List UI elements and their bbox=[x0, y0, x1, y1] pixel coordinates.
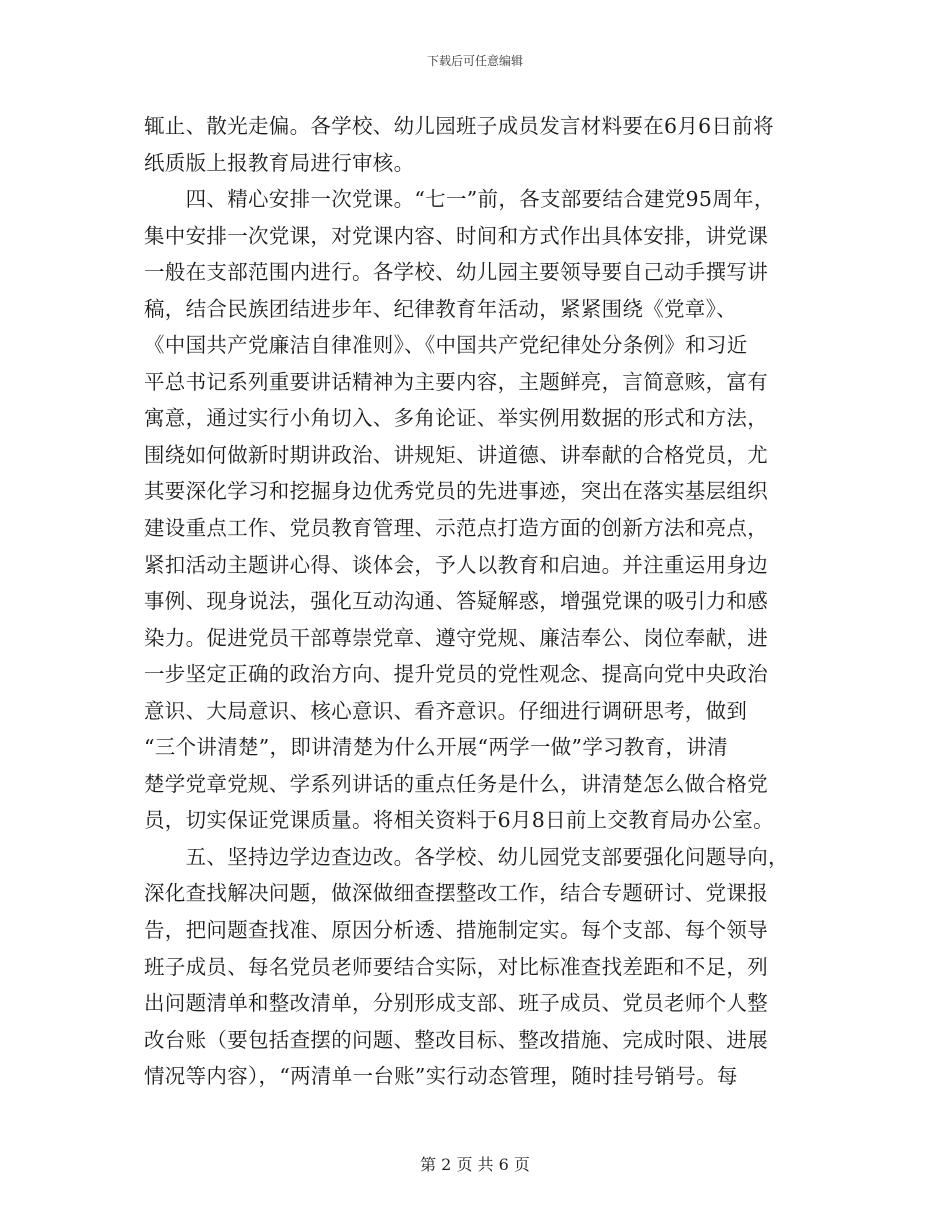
text-line: 建设重点工作、党员教育管理、示范点打造方面的创新方法和亮点， bbox=[144, 516, 768, 541]
text-line: 出问题清单和整改清单，分别形成支部、班子成员、党员老师个人整 bbox=[144, 991, 768, 1016]
text-line: 辄止、散光走偏。各学校、幼儿园班子成员发言材料要在6月6日前将 bbox=[144, 114, 774, 138]
text-line: 纸质版上报教育局进行审核。 bbox=[144, 150, 415, 175]
text-line: 告，把问题查找准、原因分析透、措施制定实。每个支部、每个领导 bbox=[144, 918, 768, 943]
text-line: “三个讲清楚”，即讲清楚为什么开展“两学一做”学习教育，讲清 bbox=[144, 735, 728, 760]
page-footer: 第 2 页 共 6 页 bbox=[420, 1155, 530, 1174]
text-line: 《中国共产党廉洁自律准则》、《中国共产党纪律处分条例》和习近 bbox=[144, 333, 748, 358]
text-line: 意识、大局意识、核心意识、看齐意识。仔细进行调研思考，做到 bbox=[144, 698, 748, 723]
text-line: 楚学党章党规、学系列讲话的重点任务是什么，讲清楚怎么做合格党 bbox=[144, 771, 768, 796]
text-line: 其要深化学习和挖掘身边优秀党员的先进事迹，突出在落实基层组织 bbox=[144, 479, 768, 504]
text-line: 深化查找解决问题，做深做细查摆整改工作，结合专题研讨、党课报 bbox=[144, 881, 768, 906]
text-line: 员，切实保证党课质量。将相关资料于6月8日前上交教育局办公室。 bbox=[144, 808, 774, 833]
text-line: 染力。促进党员干部尊崇党章、遵守党规、廉洁奉公、岗位奉献，进 bbox=[144, 625, 768, 650]
text-line: 稿，结合民族团结进步年、纪律教育年活动，紧紧围绕《党章》、 bbox=[144, 296, 737, 321]
text-line: 平总书记系列重要讲话精神为主要内容，主题鲜亮，言简意赅，富有 bbox=[144, 369, 768, 394]
text-line: 四、精心安排一次党课。“七一”前，各支部要结合建党95周年， bbox=[144, 187, 775, 212]
text-line: 集中安排一次党课，对党课内容、时间和方式作出具体安排，讲党课 bbox=[144, 223, 768, 248]
text-line: 一步坚定正确的政治方向、提升党员的党性观念、提高向党中央政治 bbox=[144, 662, 768, 687]
text-line: 寓意，通过实行小角切入、多角论证、举实例用数据的形式和方法， bbox=[144, 406, 768, 431]
text-line: 紧扣活动主题讲心得、谈体会，予人以教育和启迪。并注重运用身边 bbox=[144, 552, 768, 577]
text-line: 班子成员、每名党员老师要结合实际，对比标准查找差距和不足，列 bbox=[144, 954, 768, 979]
text-line: 五、坚持边学边查边改。各学校、幼儿园党支部要强化问题导向， bbox=[144, 844, 789, 869]
page-header: 下载后可任意编辑 bbox=[426, 54, 523, 68]
document-body bbox=[144, 108, 824, 1095]
text-line: 事例、现身说法，强化互动沟通、答疑解惑，增强党课的吸引力和感 bbox=[144, 589, 768, 614]
text-line: 一般在支部范围内进行。各学校、幼儿园主要领导要自己动手撰写讲 bbox=[144, 260, 768, 285]
text-line: 情况等内容），“两清单一台账”实行动态管理，随时挂号销号。每 bbox=[144, 1064, 738, 1089]
text-line: 围绕如何做新时期讲政治、讲规矩、讲道德、讲奉献的合格党员，尤 bbox=[144, 442, 768, 467]
text-line: 改台账（要包括查摆的问题、整改目标、整改措施、完成时限、进展 bbox=[144, 1027, 768, 1052]
